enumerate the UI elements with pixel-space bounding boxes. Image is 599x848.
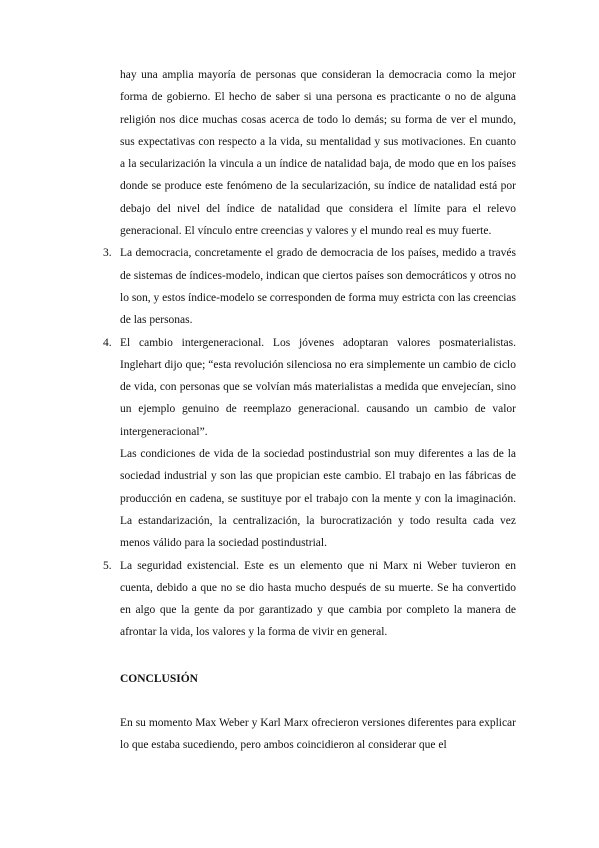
list-number: 4. (103, 336, 112, 349)
list-item-3 (103, 242, 516, 331)
list-item-text: La seguridad existencial. Este es un elemento que ni Marx ni Weber tuvieron en cuenta, debido a que no se dio hasta mucho después de su muerte. Se ha convertido en algo que la gente da por garantizado y que cambia por completo la manera de afrontar la vida, los valores y la forma de vivir en general. (120, 559, 516, 639)
page-content (103, 64, 516, 757)
intro-paragraph: hay una amplia mayoría de personas que consideran la democracia como la mejor forma de gobierno. El hecho de saber si una persona es practicante o no de alguna religión nos dice muchas cosas acerca de todo lo demás; su forma de ver el mundo, sus expectativas con respecto a la vida, su mentalidad y sus motivaciones. En cuanto a la secularización la vincula a un índice de natalidad baja, de modo que en los países donde se produce este fenómeno de la secularización, su índice de natalidad está por debajo del nivel del índice de natalidad que considera el límite para el relevo generacional. El vínculo entre creencias y valores y el mundo real es muy fuerte. (120, 69, 516, 238)
list-item-5 (103, 555, 516, 644)
list-number: 5. (103, 559, 112, 572)
list-item-continuation: Las condiciones de vida de la sociedad postindustrial son muy diferentes a las de la sociedad industrial y son las que propician este cambio. El trabajo en las fábricas de producción en cadena, se sustituye por el trabajo con la mente y con la imaginación. La estandarización, la centralización, la burocratización y todo resulta cada vez menos válido para la sociedad postindustrial. (120, 448, 516, 550)
list-number: 3. (103, 247, 112, 260)
numbered-list (103, 242, 516, 643)
list-item-text: El cambio intergeneracional. Los jóvenes adoptaran valores posmaterialistas. Inglehart dijo que; “esta revolución silenciosa no era simplemente un cambio de ciclo de vida, con personas que se volvían más materialistas a medida que envejecían, sino un ejemplo genuino de reemplazo generacional. causando un cambio de valor intergeneracional”. (120, 336, 516, 438)
list-item-4 (103, 332, 516, 555)
conclusion-heading: CONCLUSIÓN (120, 672, 198, 685)
conclusion-paragraph: En su momento Max Weber y Karl Marx ofrecieron versiones diferentes para explicar lo que estaba sucediendo, pero ambos coincidieron al considerar que el (120, 717, 516, 752)
list-item-text: La democracia, concretamente el grado de democracia de los países, medido a través de sistemas de índices-modelo, indican que ciertos países son democráticos y otros no lo son, y estos índice-modelo se corresponden de forma muy estricta con las creencias de las personas. (120, 247, 516, 327)
